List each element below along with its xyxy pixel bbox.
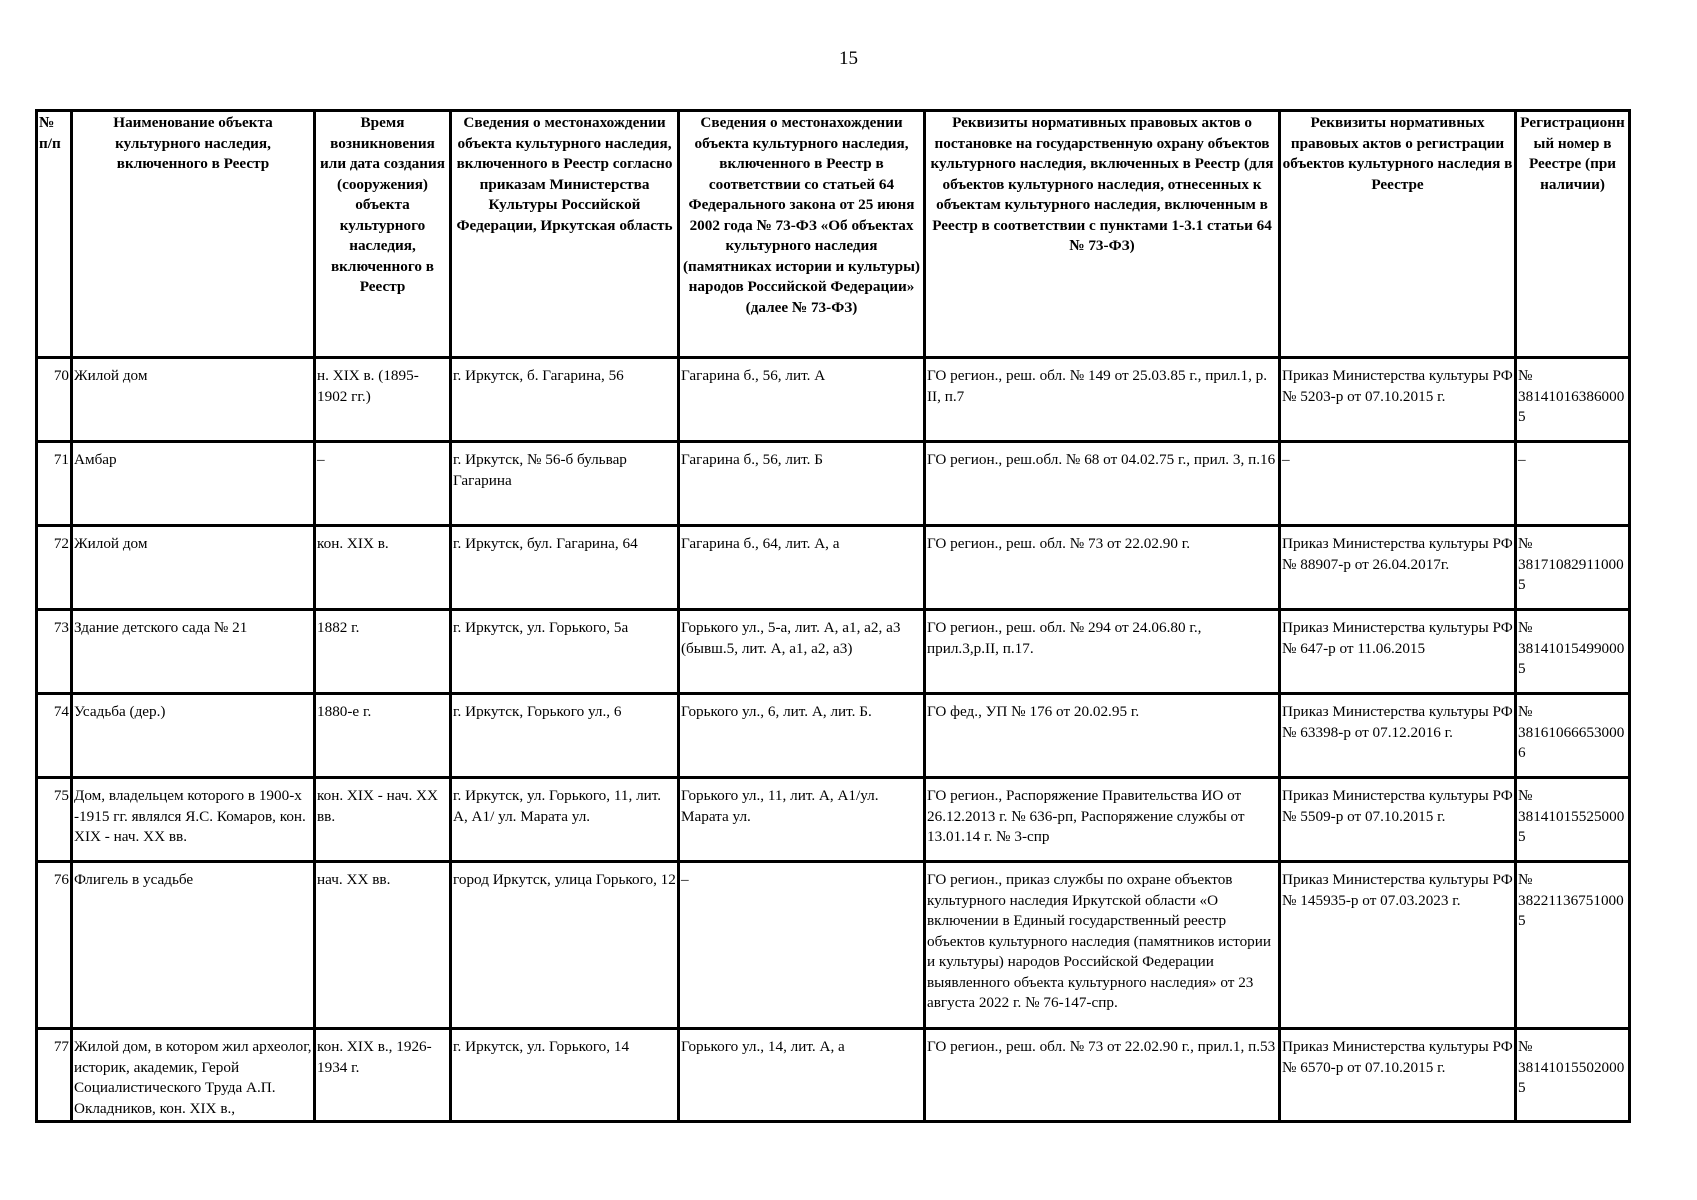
header-object-name: Наименование объекта культурного наследия, включенного в Реестр (72, 111, 315, 358)
registration-number: № 381610666530006 (1516, 694, 1630, 778)
creation-date: кон. XIX в. (315, 526, 451, 610)
object-name: Жилой дом, в котором жил археолог, историк, академик, Герой Социалистического Труда А.П. Окладников, кон. XIX в., (72, 1029, 315, 1122)
table-row (37, 862, 1630, 1029)
table-row (37, 442, 1630, 526)
heritage-registry-table (35, 109, 1631, 1123)
location-law: Гагарина б., 56, лит. А (679, 358, 925, 442)
registration-number: № 381710829110005 (1516, 526, 1630, 610)
table-row (37, 358, 1630, 442)
creation-date: кон. XIX - нач. XX вв. (315, 778, 451, 862)
object-name: Жилой дом (72, 358, 315, 442)
creation-date: 1882 г. (315, 610, 451, 694)
header-number: № п/п (37, 111, 72, 358)
location-law: – (679, 862, 925, 1029)
creation-date: кон. XIX в., 1926-1934 г. (315, 1029, 451, 1122)
creation-date: нач. XX вв. (315, 862, 451, 1029)
object-name: Амбар (72, 442, 315, 526)
location-ministry: г. Иркутск, № 56-б бульвар Гагарина (451, 442, 679, 526)
protection-acts: ГО регион., реш.обл. № 68 от 04.02.75 г., прил. 3, п.16 (925, 442, 1280, 526)
row-number: 73 (37, 610, 72, 694)
registration-number: № 381410163860005 (1516, 358, 1630, 442)
registration-number: – (1516, 442, 1630, 526)
registration-number: № 381410155250005 (1516, 778, 1630, 862)
location-ministry: г. Иркутск, бул. Гагарина, 64 (451, 526, 679, 610)
registration-number: № 381410155020005 (1516, 1029, 1630, 1122)
row-number: 72 (37, 526, 72, 610)
protection-acts: ГО регион., приказ службы по охране объектов культурного наследия Иркутской области «О включении в Единый государственный реестр объектов культурного наследия (памятников истории и культуры) народов Российской Федерации выявленного объекта культурного наследия» от 23 августа 2022 г. № 76-147-спр. (925, 862, 1280, 1029)
registration-acts: Приказ Министерства культуры РФ № 5509-р от 07.10.2015 г. (1280, 778, 1516, 862)
row-number: 76 (37, 862, 72, 1029)
object-name: Флигель в усадьбе (72, 862, 315, 1029)
protection-acts: ГО регион., реш. обл. № 73 от 22.02.90 г., прил.1, п.53 (925, 1029, 1280, 1122)
location-law: Горького ул., 6, лит. А, лит. Б. (679, 694, 925, 778)
registration-acts: Приказ Министерства культуры РФ № 6570-р от 07.10.2015 г. (1280, 1029, 1516, 1122)
protection-acts: ГО регион., реш. обл. № 294 от 24.06.80 г., прил.3,р.II, п.17. (925, 610, 1280, 694)
header-location-ministry: Сведения о местонахождении объекта культурного наследия, включенного в Реестр согласно приказам Министерства Культуры Российской Федерации, Иркутская область (451, 111, 679, 358)
object-name: Дом, владельцем которого в 1900-х -1915 гг. являлся Я.С. Комаров, кон. XIX - нач. XX вв. (72, 778, 315, 862)
header-creation-date: Время возникновения или дата создания (сооружения) объекта культурного наследия, включенного в Реестр (315, 111, 451, 358)
registration-acts: – (1280, 442, 1516, 526)
protection-acts: ГО фед., УП № 176 от 20.02.95 г. (925, 694, 1280, 778)
creation-date: н. XIX в. (1895-1902 гг.) (315, 358, 451, 442)
location-ministry: г. Иркутск, Горького ул., 6 (451, 694, 679, 778)
location-law: Горького ул., 11, лит. А, А1/ул. Марата ул. (679, 778, 925, 862)
header-registration-number: Регистрационный номер в Реестре (при наличии) (1516, 111, 1630, 358)
location-ministry: г. Иркутск, ул. Горького, 11, лит. А, А1/ ул. Марата ул. (451, 778, 679, 862)
row-number: 77 (37, 1029, 72, 1122)
table-row (37, 778, 1630, 862)
header-registration-acts: Реквизиты нормативных правовых актов о регистрации объектов культурного наследия в Реестре (1280, 111, 1516, 358)
page-number: 15 (839, 48, 858, 69)
registration-number: № 382211367510005 (1516, 862, 1630, 1029)
row-number: 74 (37, 694, 72, 778)
location-ministry: г. Иркутск, ул. Горького, 5а (451, 610, 679, 694)
location-law: Гагарина б., 56, лит. Б (679, 442, 925, 526)
location-law: Горького ул., 14, лит. А, а (679, 1029, 925, 1122)
location-ministry: г. Иркутск, б. Гагарина, 56 (451, 358, 679, 442)
table-row (37, 610, 1630, 694)
registration-acts: Приказ Министерства культуры РФ № 145935-р от 07.03.2023 г. (1280, 862, 1516, 1029)
object-name: Усадьба (дер.) (72, 694, 315, 778)
location-law: Горького ул., 5-а, лит. А, а1, а2, а3 (бывш.5, лит. А, а1, а2, а3) (679, 610, 925, 694)
registration-acts: Приказ Министерства культуры РФ № 63398-р от 07.12.2016 г. (1280, 694, 1516, 778)
header-protection-acts: Реквизиты нормативных правовых актов о постановке на государственную охрану объектов культурного наследия, включенных в Реестр (для объектов культурного наследия, отнесенных к объектам культурного наследия, включенным в Реестр в соответствии с пунктами 1-3.1 статьи 64 № 73-ФЗ) (925, 111, 1280, 358)
location-law: Гагарина б., 64, лит. А, а (679, 526, 925, 610)
table-row (37, 694, 1630, 778)
location-ministry: г. Иркутск, ул. Горького, 14 (451, 1029, 679, 1122)
location-ministry: город Иркутск, улица Горького, 12 (451, 862, 679, 1029)
row-number: 70 (37, 358, 72, 442)
row-number: 71 (37, 442, 72, 526)
protection-acts: ГО регион., реш. обл. № 149 от 25.03.85 г., прил.1, р. II, п.7 (925, 358, 1280, 442)
registration-acts: Приказ Министерства культуры РФ № 5203-р от 07.10.2015 г. (1280, 358, 1516, 442)
row-number: 75 (37, 778, 72, 862)
protection-acts: ГО регион., Распоряжение Правительства ИО от 26.12.2013 г. № 636-рп, Распоряжение службы от 13.01.14 г. № 3-спр (925, 778, 1280, 862)
registration-number: № 381410154990005 (1516, 610, 1630, 694)
registration-acts: Приказ Министерства культуры РФ № 88907-р от 26.04.2017г. (1280, 526, 1516, 610)
table-row (37, 526, 1630, 610)
object-name: Здание детского сада № 21 (72, 610, 315, 694)
protection-acts: ГО регион., реш. обл. № 73 от 22.02.90 г. (925, 526, 1280, 610)
registration-acts: Приказ Министерства культуры РФ № 647-р от 11.06.2015 (1280, 610, 1516, 694)
header-location-law: Сведения о местонахождении объекта культурного наследия, включенного в Реестр в соответствии со статьей 64 Федерального закона от 25 июня 2002 года № 73-ФЗ «Об объектах культурного наследия (памятниках истории и культуры) народов Российской Федерации» (далее № 73-ФЗ) (679, 111, 925, 358)
object-name: Жилой дом (72, 526, 315, 610)
table-header-row (37, 111, 1630, 358)
creation-date: – (315, 442, 451, 526)
creation-date: 1880-е г. (315, 694, 451, 778)
table-row (37, 1029, 1630, 1122)
